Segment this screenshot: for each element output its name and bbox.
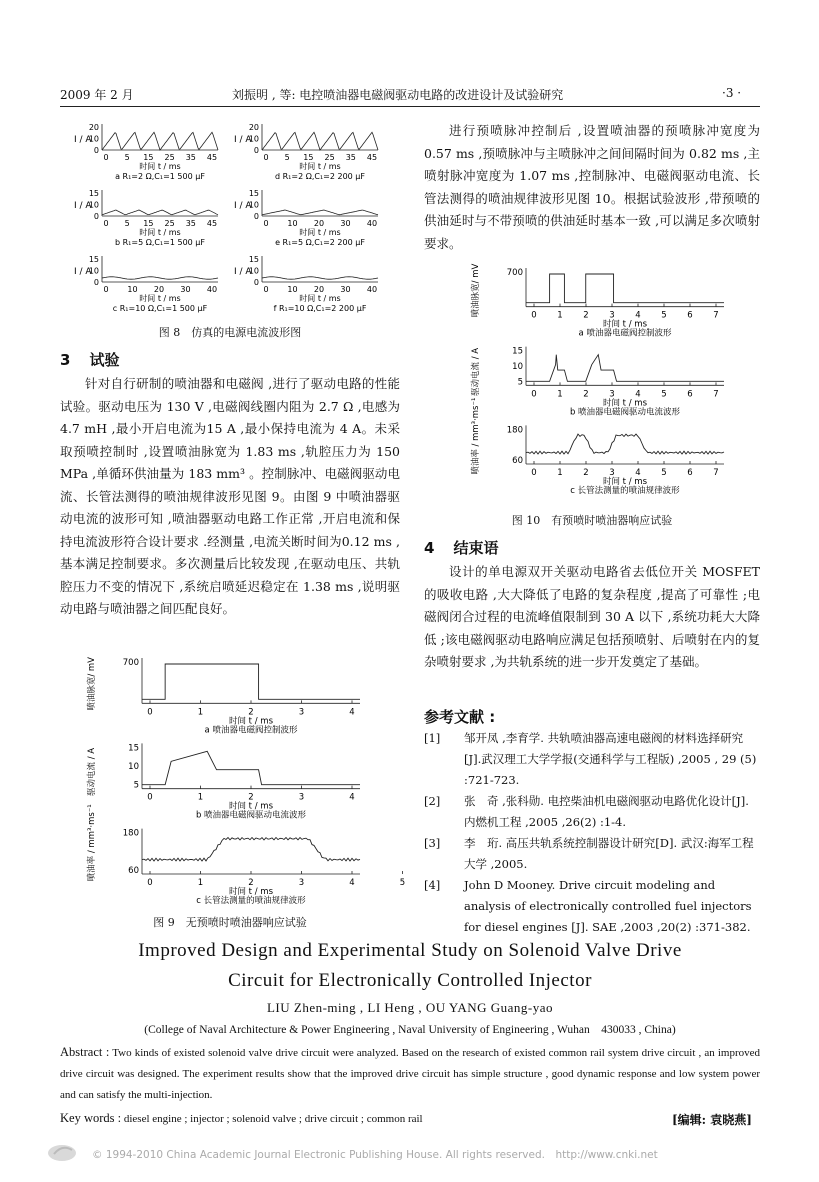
y-axis-label: 喷油率 / mm³·ms⁻¹	[471, 397, 481, 475]
x-tick-label: 2	[248, 878, 254, 888]
signal-waveform	[526, 355, 724, 382]
section-number: 4	[424, 539, 435, 557]
figure-9-plot	[80, 652, 406, 908]
x-axis-label: 时间 t / ms	[299, 162, 341, 171]
y-tick-label: 5	[133, 780, 139, 791]
x-tick-label: 35	[185, 219, 196, 228]
cnki-logo-icon	[44, 1140, 84, 1166]
x-tick-label: 1	[557, 310, 563, 321]
x-tick-label: 5	[284, 153, 290, 162]
y-axis-label: 驱动电流 / A	[87, 747, 97, 796]
header-page: ·3 ·	[722, 86, 742, 100]
y-tick-label: 0	[93, 212, 99, 221]
x-tick-label: 3	[609, 310, 615, 321]
x-tick-label: 0	[103, 219, 109, 228]
x-axis-label: 时间 t / ms	[602, 477, 648, 487]
y-tick-label: 0	[93, 278, 99, 287]
x-tick-label: 7	[713, 468, 719, 478]
figure-8-caption: 图 8 仿真的电源电流波形图	[158, 326, 302, 339]
x-tick-label: 4	[635, 468, 641, 478]
x-tick-label: 0	[147, 707, 153, 718]
x-tick-label: 20	[313, 219, 325, 228]
y-tick-label: 15	[248, 189, 259, 198]
figure-9-caption: 图 9 无预喷时喷油器响应试验	[153, 916, 307, 929]
x-tick-label: 7	[713, 389, 719, 400]
y-tick-label: 15	[248, 255, 259, 264]
y-axis-label: I / A	[74, 267, 92, 277]
english-title-line1: Improved Design and Experimental Study on Solenoid Valve Drive	[138, 940, 682, 961]
x-tick-label: 15	[303, 153, 314, 162]
y-axis-label: 喷油脉宽/ mV	[471, 263, 481, 318]
abstract-label: Abstract :	[60, 1045, 110, 1059]
figure-8	[68, 120, 398, 320]
editor-note: [编辑: 袁晓燕]	[672, 1113, 752, 1127]
x-tick-label: 3	[609, 389, 615, 400]
figure-8-plot	[68, 120, 398, 320]
figure-10	[464, 262, 734, 498]
x-tick-label: 40	[366, 285, 378, 294]
x-tick-label: 2	[583, 468, 589, 478]
x-tick-label: 0	[147, 878, 153, 888]
y-tick-label: 700	[122, 658, 139, 668]
x-tick-label: 7	[713, 310, 719, 321]
x-tick-label: 35	[345, 153, 356, 162]
y-tick-label: 10	[248, 200, 259, 210]
x-axis-label: 时间 t / ms	[602, 398, 648, 409]
panel-label: f R₁=10 Ω,C₁=2 200 μF	[273, 304, 367, 313]
section-3-heading	[60, 349, 120, 370]
x-axis-label: 时间 t / ms	[299, 228, 341, 237]
x-tick-label: 5	[124, 153, 130, 162]
reference-item	[424, 833, 760, 875]
x-tick-label: 3	[298, 792, 305, 803]
y-tick-label: 10	[88, 200, 99, 210]
x-tick-label: 25	[164, 219, 175, 228]
y-tick-label: 15	[88, 189, 99, 198]
signal-waveform	[526, 434, 724, 454]
reference-text: 邹开凤 ,李育学. 共轨喷油器高速电磁阀的材料选择研究[J].武汉理工大学学报(交通科学与工程版) ,2005 , 29 (5) :721-723.	[464, 731, 757, 787]
references-list	[424, 728, 760, 938]
x-tick-label: 0	[531, 310, 537, 321]
panel-label: c R₁=10 Ω,C₁=1 500 μF	[112, 304, 208, 313]
y-tick-label: 15	[512, 346, 523, 357]
y-tick-label: 0	[253, 212, 259, 221]
x-tick-label: 35	[185, 153, 196, 162]
x-tick-label: 4	[349, 878, 355, 888]
x-tick-label: 1	[557, 468, 563, 478]
x-axis-label: 时间 t / ms	[228, 801, 274, 812]
x-tick-label: 0	[263, 219, 269, 228]
figure-10-plot	[464, 262, 734, 498]
y-axis-label: 喷油率 / mm³·ms⁻¹	[87, 804, 97, 882]
x-tick-label: 6	[687, 468, 693, 478]
panel-label: e R₁=5 Ω,C₁=2 200 μF	[275, 238, 365, 247]
panel-label: d R₁=2 Ω,C₁=2 200 μF	[274, 172, 366, 181]
reference-item	[424, 875, 760, 938]
english-abstract	[60, 1042, 760, 1106]
section-title: 结束语	[453, 539, 499, 557]
reference-text: 张 奇 ,张科勋. 电控柴油机电磁阀驱动电路优化设计[J].内燃机工程 ,2005 ,26(2) :1-4.	[464, 794, 749, 829]
right-column-paragraph-box	[424, 120, 760, 255]
x-tick-label: 3	[609, 468, 615, 478]
section-4-paragraph: 设计的单电源双开关驱动电路省去低位开关 MOSFET 的吸收电路 ,大大降低了电路的复杂程度 ,提高了可靠性 ;电磁阀闭合过程的电流峰值限制到 30 A 以下 ,系统功耗大大降低 ;该电磁阀驱动电路响应满足包括预喷射、后喷射在内的复杂喷射要求 ,为共轨系统的进一步开发奠定了基础。	[424, 564, 760, 669]
x-tick-label: 5	[124, 219, 130, 228]
x-axis-label: 时间 t / ms	[139, 228, 181, 237]
x-tick-label: 25	[324, 153, 335, 162]
section-4-heading	[424, 537, 499, 558]
x-tick-label: 4	[635, 310, 641, 321]
x-tick-label: 5	[661, 468, 667, 478]
x-tick-label: 0	[263, 153, 269, 162]
y-tick-label: 20	[88, 123, 99, 132]
x-tick-label: 2	[248, 792, 254, 803]
x-tick-label: 25	[164, 153, 175, 162]
y-tick-label: 5	[517, 377, 523, 388]
section-3-body	[60, 373, 400, 621]
section-3-paragraph: 针对自行研制的喷油器和电磁阀 ,进行了驱动电路的性能试验。驱动电压为 130 V ,电磁阀线圈内阻为 2.7 Ω ,电感为 4.7 mH ,最小开启电流为15 A ,最小保持电流为 4 A。未采取预喷控制时 ,设置喷油脉宽为 1.83 ms ,轨腔压力为 150 MPa ,单循环供油量为 183 mm³ 。控制脉冲、电磁阀驱动电流、长管法测得的喷油规律波形见图 9。由图 9 中喷油器驱动电流的波形可知 ,喷油器驱动电路工作正常 ,开启电流和保持电流波形符合设计要求 .经测量 ,电流关断时间为0.12 ms ,基本满足控制要求。多次测量后比较发现 ,在驱动电压、共轨腔压力不变的情况下 ,系统启喷延迟稳定在 1.38 ms ,说明驱动电路与喷油器之间匹配良好。	[60, 376, 400, 616]
x-tick-label: 10	[127, 285, 138, 294]
reference-number: [4]	[424, 878, 441, 892]
english-authors: LIU Zhen-ming , LI Heng , OU YANG Guang-yao	[266, 1000, 553, 1015]
x-axis-label: 时间 t / ms	[602, 319, 648, 330]
x-tick-label: 4	[635, 389, 641, 400]
x-tick-label: 5	[661, 310, 667, 321]
reference-number: [3]	[424, 836, 441, 850]
x-tick-label: 1	[557, 389, 563, 400]
y-tick-label: 180	[506, 425, 523, 436]
x-axis-label: 时间 t / ms	[139, 162, 181, 171]
x-tick-label: 45	[366, 153, 378, 162]
x-tick-label: 15	[143, 219, 154, 228]
x-tick-label: 20	[313, 285, 325, 294]
x-tick-label: 3	[298, 878, 305, 888]
y-tick-label: 10	[88, 266, 99, 276]
x-tick-label: 2	[583, 389, 589, 400]
y-tick-label: 10	[248, 266, 259, 276]
section-number: 3	[60, 351, 71, 369]
y-tick-label: 180	[122, 828, 139, 839]
y-tick-label: 10	[512, 362, 523, 372]
reference-number: [2]	[424, 794, 441, 808]
references-heading: 参考文献 :	[424, 708, 496, 726]
reference-item	[424, 728, 760, 791]
x-tick-label: 40	[366, 219, 378, 228]
x-tick-label: 1	[197, 707, 204, 718]
x-tick-label: 30	[340, 285, 351, 294]
y-tick-label: 20	[248, 123, 259, 132]
y-tick-label: 10	[88, 134, 99, 144]
x-tick-label: 15	[143, 153, 154, 162]
panel-label: c 长管法测量的喷油规律波形	[570, 486, 680, 496]
y-axis-label: I / A	[234, 201, 252, 211]
x-tick-label: 10	[287, 285, 298, 294]
x-tick-label: 0	[103, 153, 109, 162]
signal-waveform	[142, 838, 360, 862]
y-tick-label: 60	[128, 866, 139, 876]
signal-waveform	[142, 751, 360, 784]
reference-item	[424, 791, 760, 833]
y-tick-label: 0	[253, 146, 259, 155]
y-tick-label: 10	[128, 762, 139, 772]
x-tick-label: 5	[661, 389, 667, 400]
x-tick-label: 45	[206, 153, 218, 162]
x-tick-label: 2	[248, 707, 254, 718]
panel-label: c 长管法测量的喷油规律波形	[196, 896, 306, 906]
figure-9	[80, 652, 406, 908]
x-tick-label: 0	[531, 468, 537, 478]
x-tick-label: 1	[197, 878, 204, 888]
y-axis-label: I / A	[74, 135, 92, 145]
current-waveform	[102, 210, 218, 215]
y-axis-label: I / A	[234, 267, 252, 277]
x-tick-label: 0	[103, 285, 109, 294]
keywords-text: diesel engine ; injector ; solenoid valve ; drive circuit ; common rail	[123, 1113, 423, 1125]
y-tick-label: 15	[128, 743, 139, 754]
signal-waveform	[526, 274, 724, 303]
panel-label: b 喷油器电磁阀驱动电流波形	[195, 810, 307, 821]
section-title: 试验	[89, 351, 120, 369]
header-title: 刘振明 , 等: 电控喷油器电磁阀驱动电路的改进设计及试验研究	[232, 88, 564, 102]
x-tick-label: 1	[197, 792, 204, 803]
panel-label: b R₁=5 Ω,C₁=1 500 μF	[114, 238, 206, 247]
x-tick-label: 0	[263, 285, 269, 294]
english-affiliation: (College of Naval Architecture & Power Engineering , Naval University of Engineering , Wuhan 430033 , China)	[144, 1024, 676, 1036]
x-tick-label: 6	[687, 310, 693, 321]
y-axis-label: I / A	[74, 201, 92, 211]
figure-10-caption: 图 10 有预喷时喷油器响应试验	[511, 514, 673, 527]
panel-label: a 喷油器电磁阀控制波形	[578, 328, 672, 339]
panel-label: b 喷油器电磁阀驱动电流波形	[569, 407, 681, 418]
abstract-text: Two kinds of existed solenoid valve drive circuit were analyzed. Based on the research of existed common rail system drive circuit , an improved drive circuit was designed. The experiment results show that the improved drive circuit has simple structure , good dynamic response and low system power and can satisfy the multi-injection.	[60, 1047, 760, 1101]
section-4-body	[424, 561, 760, 674]
x-axis-label: 时间 t / ms	[228, 716, 274, 727]
x-tick-label: 4	[349, 707, 355, 718]
x-tick-label: 0	[147, 792, 153, 803]
y-tick-label: 60	[512, 456, 523, 466]
y-axis-label: 喷油脉宽/ mV	[87, 656, 97, 711]
reference-number: [1]	[424, 731, 441, 745]
english-title-line2: Circuit for Electronically Controlled Injector	[228, 970, 592, 991]
reference-text: John D Mooney. Drive circuit modeling and analysis of electronically controlled fuel injectors for diesel engines [J]. SAE ,2003 ,20(2) :371-382.	[464, 878, 752, 934]
x-tick-label: 2	[583, 310, 589, 321]
x-axis-label: 时间 t / ms	[299, 294, 341, 303]
y-axis-label: I / A	[234, 135, 252, 145]
x-tick-label: 0	[531, 389, 537, 400]
reference-text: 李 珩. 高压共轨系统控制器设计研究[D]. 武汉:海军工程大学 ,2005.	[464, 836, 754, 871]
x-tick-label: 5	[399, 878, 406, 888]
current-waveform	[262, 210, 378, 215]
x-tick-label: 30	[340, 219, 351, 228]
footer-copyright: © 1994-2010 China Academic Journal Electronic Publishing House. All rights reserved. http://www.cnki.net	[92, 1149, 658, 1161]
x-tick-label: 3	[298, 707, 305, 718]
x-tick-label: 45	[206, 219, 218, 228]
current-waveform	[262, 132, 378, 150]
header-rule	[60, 106, 760, 107]
y-tick-label: 700	[506, 268, 523, 278]
current-waveform	[102, 132, 218, 150]
x-tick-label: 30	[180, 285, 191, 294]
x-tick-label: 6	[687, 389, 693, 400]
x-axis-label: 时间 t / ms	[228, 887, 274, 897]
x-tick-label: 10	[287, 219, 298, 228]
current-waveform	[262, 277, 378, 279]
panel-label: a 喷油器电磁阀控制波形	[204, 725, 298, 736]
y-axis-label: 驱动电流 / A	[471, 347, 481, 396]
english-keywords	[60, 1111, 620, 1126]
x-tick-label: 40	[206, 285, 218, 294]
y-tick-label: 0	[93, 146, 99, 155]
x-tick-label: 4	[349, 792, 355, 803]
keywords-label: Key words :	[60, 1111, 122, 1125]
x-tick-label: 20	[153, 285, 165, 294]
y-tick-label: 15	[88, 255, 99, 264]
signal-waveform	[142, 664, 360, 699]
x-axis-label: 时间 t / ms	[139, 294, 181, 303]
current-waveform	[102, 277, 218, 279]
cnki-logo	[44, 1140, 84, 1166]
right-column-paragraph: 进行预喷脉冲控制后 ,设置喷油器的预喷脉冲宽度为 0.57 ms ,预喷脉冲与主喷脉冲之间间隔时间为 0.82 ms ,主喷射脉冲宽度为 1.07 ms ,控制脉冲、电磁阀驱动电流、长管法测得的喷油规律波形见图 10。根据试验波形 ,带预喷的供油延时与不带预喷的供油延时基本一致 ,可以满足多次喷射要求。	[424, 123, 760, 251]
y-tick-label: 10	[248, 134, 259, 144]
header-date: 2009 年 2 月	[60, 88, 134, 102]
y-tick-label: 0	[253, 278, 259, 287]
panel-label: a R₁=2 Ω,C₁=1 500 μF	[115, 172, 205, 181]
